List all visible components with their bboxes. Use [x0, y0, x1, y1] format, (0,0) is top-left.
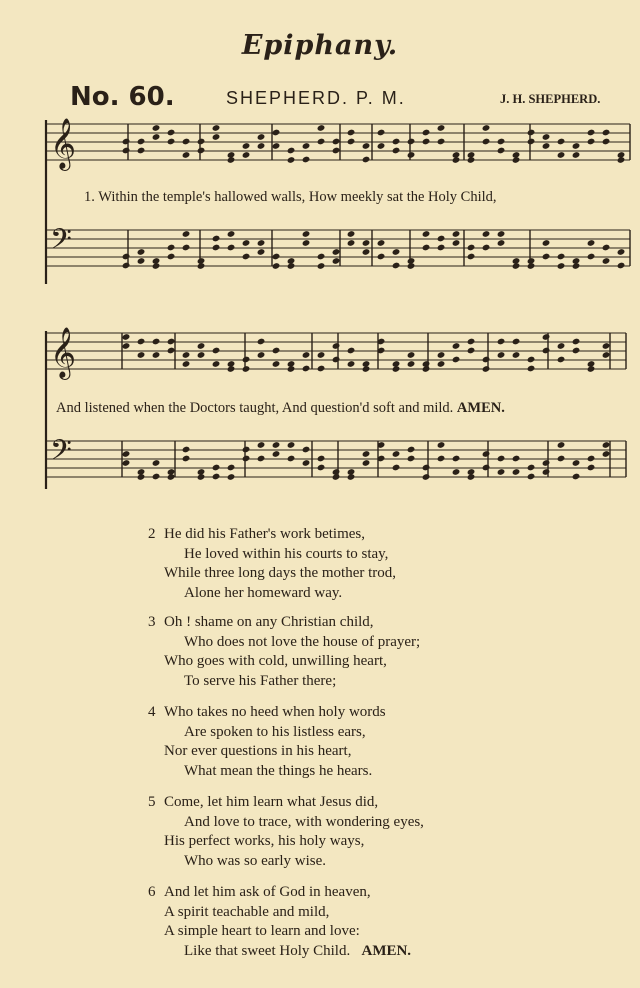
note-head — [152, 124, 161, 132]
note-head — [527, 262, 536, 270]
note-head — [137, 138, 146, 146]
note-head — [542, 239, 551, 247]
note-head — [152, 338, 161, 346]
note-head — [317, 351, 326, 359]
note-head — [332, 473, 341, 481]
note-head — [497, 351, 506, 359]
note-head — [557, 138, 566, 146]
note-head — [467, 244, 476, 252]
note-head — [302, 142, 311, 150]
note-head — [512, 338, 521, 346]
verse-number: 6 — [148, 884, 156, 900]
note-head — [317, 138, 326, 146]
note-head — [482, 464, 491, 472]
verse-line: Who was so early wise. — [184, 852, 327, 869]
note-head — [377, 129, 386, 137]
note-head — [587, 138, 596, 146]
note-head — [377, 253, 386, 261]
note-head — [152, 473, 161, 481]
verse-text: Who takes no heed when holy words — [164, 704, 386, 720]
note-head — [437, 351, 446, 359]
note-head — [452, 239, 461, 247]
amen-marking: AMEN. — [456, 400, 505, 416]
verse-number: 3 — [148, 614, 156, 630]
note-head — [617, 248, 626, 256]
note-head — [542, 333, 551, 341]
section-title: Epiphany. — [241, 30, 399, 61]
note-head — [257, 455, 266, 463]
note-head — [437, 441, 446, 449]
note-head — [452, 156, 461, 164]
note-head — [467, 473, 476, 481]
note-head — [287, 147, 296, 155]
note-head — [602, 450, 611, 458]
note-head — [212, 244, 221, 252]
verse-line: His perfect works, his holy ways, — [164, 833, 365, 849]
verse-text: And let him ask of God in heaven, — [164, 884, 371, 900]
note-head — [317, 365, 326, 373]
note-head — [152, 351, 161, 359]
note-head — [227, 473, 236, 481]
note-head — [362, 142, 371, 150]
note-head — [287, 156, 296, 164]
note-head — [467, 156, 476, 164]
note-head — [227, 244, 236, 252]
treble-staff — [46, 327, 626, 380]
note-head — [392, 262, 401, 270]
note-head — [512, 156, 521, 164]
note-head — [572, 338, 581, 346]
note-head — [332, 342, 341, 350]
note-head — [542, 253, 551, 261]
note-head — [362, 156, 371, 164]
note-head — [317, 262, 326, 270]
note-head — [422, 129, 431, 137]
note-head — [602, 257, 611, 265]
verse-5 — [148, 793, 424, 871]
note-head — [182, 360, 191, 368]
note-head — [197, 138, 206, 146]
note-head — [182, 151, 191, 159]
note-head — [167, 138, 176, 146]
note-head — [302, 459, 311, 467]
note-head — [482, 124, 491, 132]
note-head — [407, 360, 416, 368]
note-head — [257, 338, 266, 346]
music-system-1 — [0, 112, 640, 302]
verse-2 — [148, 525, 396, 603]
verse-line — [148, 883, 411, 903]
note-head — [242, 151, 251, 159]
note-head — [272, 441, 281, 449]
note-head — [572, 347, 581, 355]
note-head — [392, 248, 401, 256]
note-head — [212, 464, 221, 472]
composer: J. H. SHEPHERD. — [500, 92, 601, 106]
note-head — [587, 239, 596, 247]
note-head — [182, 244, 191, 252]
note-head — [587, 365, 596, 373]
verse-line: Nor ever questions in his heart, — [164, 743, 352, 759]
note-head — [572, 262, 581, 270]
note-head — [527, 138, 536, 146]
note-head — [347, 473, 356, 481]
note-head — [482, 138, 491, 146]
note-head — [122, 342, 131, 350]
note-head — [362, 365, 371, 373]
note-head — [557, 151, 566, 159]
verse-line — [148, 613, 420, 633]
note-head — [497, 338, 506, 346]
note-head — [152, 133, 161, 141]
note-head — [392, 138, 401, 146]
note-head — [212, 473, 221, 481]
note-head — [302, 365, 311, 373]
note-head — [512, 351, 521, 359]
note-head — [617, 262, 626, 270]
verse-line: Alone her homeward way. — [184, 584, 343, 601]
note-head — [572, 142, 581, 150]
note-head — [392, 464, 401, 472]
note-head — [557, 253, 566, 261]
note-head — [122, 147, 131, 155]
note-head — [407, 138, 416, 146]
note-head — [482, 356, 491, 364]
note-head — [482, 244, 491, 252]
note-head — [152, 459, 161, 467]
note-head — [257, 239, 266, 247]
note-head — [287, 365, 296, 373]
verse-text: He did his Father's work betimes, — [164, 526, 366, 542]
note-head — [332, 248, 341, 256]
note-head — [497, 147, 506, 155]
note-head — [167, 129, 176, 137]
verse-line: And love to trace, with wondering eyes, — [184, 813, 424, 830]
verse-3 — [148, 613, 420, 691]
bass-clef-icon: 𝄢 — [50, 434, 72, 474]
note-head — [137, 147, 146, 155]
note-head — [242, 455, 251, 463]
note-head — [452, 455, 461, 463]
note-head — [227, 230, 236, 238]
note-head — [392, 450, 401, 458]
note-head — [392, 147, 401, 155]
note-head — [197, 351, 206, 359]
verse-line — [148, 525, 396, 545]
note-head — [272, 142, 281, 150]
lyric-line-2 — [56, 400, 640, 417]
treble-staff — [46, 118, 630, 171]
note-head — [272, 450, 281, 458]
note-head — [422, 365, 431, 373]
note-head — [242, 253, 251, 261]
note-head — [197, 342, 206, 350]
note-head — [317, 464, 326, 472]
verse-line — [148, 942, 411, 962]
note-head — [137, 473, 146, 481]
note-head — [392, 365, 401, 373]
note-head — [227, 365, 236, 373]
note-head — [542, 133, 551, 141]
note-head — [602, 441, 611, 449]
note-head — [257, 351, 266, 359]
note-head — [497, 468, 506, 476]
note-head — [467, 347, 476, 355]
note-head — [302, 230, 311, 238]
note-head — [257, 441, 266, 449]
verse-line: A simple heart to learn and love: — [164, 923, 360, 939]
note-head — [572, 459, 581, 467]
note-head — [602, 129, 611, 137]
note-head — [152, 262, 161, 270]
note-head — [407, 455, 416, 463]
note-head — [437, 235, 446, 243]
note-head — [602, 351, 611, 359]
treble-clef-icon: 𝄞 — [50, 118, 77, 169]
note-head — [557, 441, 566, 449]
note-head — [287, 262, 296, 270]
note-head — [497, 239, 506, 247]
note-head — [362, 248, 371, 256]
note-head — [482, 450, 491, 458]
note-head — [497, 455, 506, 463]
note-head — [137, 338, 146, 346]
note-head — [272, 253, 281, 261]
note-head — [242, 142, 251, 150]
note-head — [122, 459, 131, 467]
note-head — [557, 356, 566, 364]
verse-4 — [148, 703, 386, 781]
note-head — [137, 248, 146, 256]
verse-number: 4 — [148, 704, 156, 720]
note-head — [527, 129, 536, 137]
amen-marking: AMEN. — [361, 942, 412, 959]
note-head — [497, 230, 506, 238]
note-head — [572, 473, 581, 481]
note-head — [197, 147, 206, 155]
note-head — [347, 129, 356, 137]
note-head — [542, 459, 551, 467]
verse-text: Like that sweet Holy Child. — [184, 942, 351, 959]
note-head — [347, 230, 356, 238]
note-head — [422, 244, 431, 252]
note-head — [362, 450, 371, 458]
note-head — [122, 262, 131, 270]
note-head — [167, 473, 176, 481]
note-head — [617, 156, 626, 164]
note-head — [257, 248, 266, 256]
note-head — [197, 262, 206, 270]
note-head — [407, 262, 416, 270]
verse-line — [148, 703, 386, 723]
note-head — [362, 459, 371, 467]
note-head — [242, 365, 251, 373]
note-head — [452, 230, 461, 238]
verse-line: Who does not love the house of prayer; — [184, 633, 421, 650]
note-head — [587, 129, 596, 137]
note-head — [527, 356, 536, 364]
note-head — [317, 124, 326, 132]
note-head — [452, 342, 461, 350]
verse-text: Come, let him learn what Jesus did, — [164, 794, 379, 810]
note-head — [437, 455, 446, 463]
note-head — [482, 230, 491, 238]
note-head — [482, 365, 491, 373]
note-head — [167, 338, 176, 346]
note-head — [377, 239, 386, 247]
note-head — [527, 365, 536, 373]
note-head — [212, 124, 221, 132]
note-head — [587, 253, 596, 261]
note-head — [302, 446, 311, 454]
hymn-number: No. 60. — [70, 82, 175, 112]
note-head — [212, 360, 221, 368]
note-head — [572, 151, 581, 159]
note-head — [347, 239, 356, 247]
note-head — [557, 455, 566, 463]
note-head — [422, 464, 431, 472]
note-head — [182, 138, 191, 146]
note-head — [197, 473, 206, 481]
note-head — [542, 468, 551, 476]
note-head — [122, 253, 131, 261]
note-head — [452, 356, 461, 364]
note-head — [602, 342, 611, 350]
note-head — [602, 244, 611, 252]
note-head — [317, 253, 326, 261]
lyric-line-2-text: And listened when the Doctors taught, And question'd soft and mild. — [56, 400, 454, 416]
bass-clef-icon: 𝄢 — [50, 223, 72, 263]
note-head — [257, 133, 266, 141]
note-head — [242, 356, 251, 364]
verse-text: Oh ! shame on any Christian child, — [164, 614, 374, 630]
verse-line: He loved within his courts to stay, — [184, 545, 389, 562]
note-head — [407, 151, 416, 159]
note-head — [302, 351, 311, 359]
verse-number: 5 — [148, 794, 156, 810]
verse-line: Are spoken to his listless ears, — [184, 723, 366, 740]
note-head — [587, 455, 596, 463]
note-head — [167, 347, 176, 355]
note-head — [407, 446, 416, 454]
note-head — [557, 262, 566, 270]
note-head — [212, 235, 221, 243]
bass-staff — [46, 434, 626, 481]
note-head — [467, 253, 476, 261]
note-head — [242, 239, 251, 247]
bass-staff — [46, 223, 630, 270]
note-head — [242, 446, 251, 454]
note-head — [287, 441, 296, 449]
note-head — [212, 133, 221, 141]
note-head — [347, 347, 356, 355]
note-head — [422, 473, 431, 481]
note-head — [512, 262, 521, 270]
note-head — [182, 455, 191, 463]
note-head — [422, 230, 431, 238]
verse-line: What mean the things he hears. — [184, 762, 373, 779]
treble-clef-icon: 𝄞 — [50, 327, 77, 378]
note-head — [227, 464, 236, 472]
note-head — [557, 342, 566, 350]
note-head — [542, 347, 551, 355]
verse-line: A spirit teachable and mild, — [164, 903, 330, 920]
verse-line — [148, 793, 424, 813]
staff-system-1-graphic — [0, 112, 640, 302]
note-head — [512, 455, 521, 463]
note-head — [362, 239, 371, 247]
lyric-line-1: 1. Within the temple's hallowed walls, How meekly sat the Holy Child, — [84, 189, 497, 205]
note-head — [467, 338, 476, 346]
note-head — [332, 138, 341, 146]
note-head — [452, 468, 461, 476]
verse-line: To serve his Father there; — [184, 672, 337, 689]
note-head — [602, 138, 611, 146]
verse-6 — [148, 883, 411, 961]
verse-line: While three long days the mother trod, — [164, 565, 397, 581]
note-head — [272, 360, 281, 368]
note-head — [437, 124, 446, 132]
note-head — [437, 360, 446, 368]
note-head — [257, 142, 266, 150]
note-head — [332, 356, 341, 364]
note-head — [182, 351, 191, 359]
note-head — [422, 138, 431, 146]
note-head — [512, 468, 521, 476]
note-head — [527, 473, 536, 481]
note-head — [332, 147, 341, 155]
note-head — [347, 360, 356, 368]
note-head — [182, 446, 191, 454]
note-head — [137, 257, 146, 265]
note-head — [272, 129, 281, 137]
note-head — [347, 138, 356, 146]
note-head — [227, 156, 236, 164]
note-head — [167, 244, 176, 252]
note-head — [122, 138, 131, 146]
note-head — [302, 156, 311, 164]
note-head — [212, 347, 221, 355]
note-head — [437, 138, 446, 146]
verse-line: Who goes with cold, unwilling heart, — [164, 653, 387, 669]
note-head — [302, 239, 311, 247]
verse-number: 2 — [148, 526, 156, 542]
note-head — [272, 262, 281, 270]
note-head — [287, 455, 296, 463]
note-head — [407, 351, 416, 359]
note-head — [272, 347, 281, 355]
note-head — [437, 244, 446, 252]
note-head — [332, 257, 341, 265]
note-head — [377, 142, 386, 150]
note-head — [122, 333, 131, 341]
note-head — [122, 450, 131, 458]
note-head — [167, 253, 176, 261]
note-head — [137, 351, 146, 359]
note-head — [587, 464, 596, 472]
tune-name: SHEPHERD. P. M. — [226, 88, 406, 108]
note-head — [527, 464, 536, 472]
note-head — [542, 142, 551, 150]
note-head — [497, 138, 506, 146]
note-head — [182, 230, 191, 238]
note-head — [317, 455, 326, 463]
